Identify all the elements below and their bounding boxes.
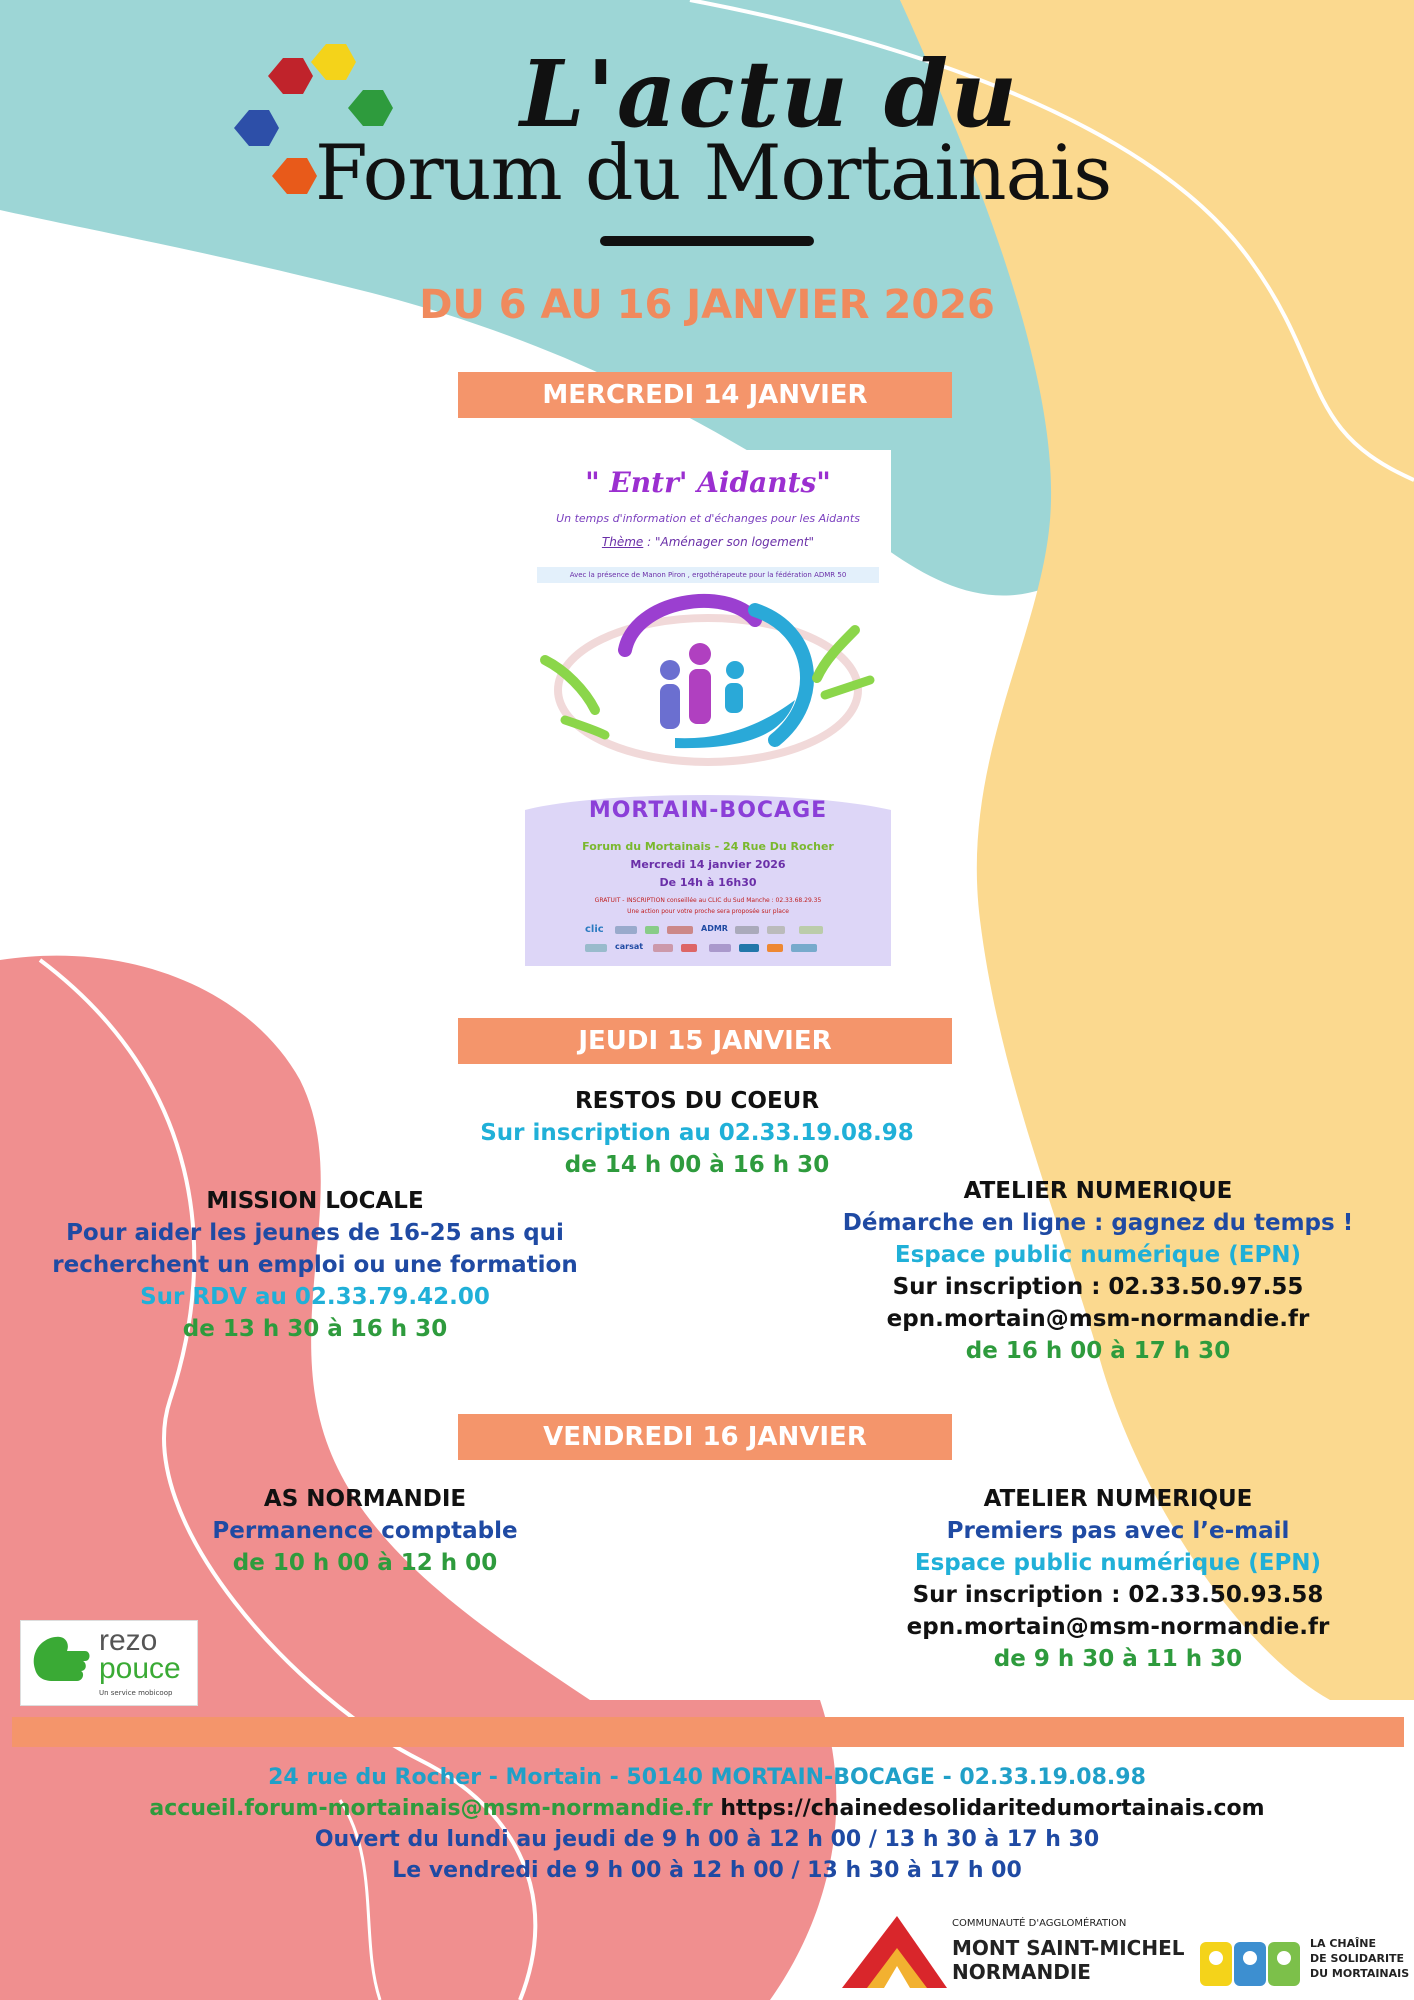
restos-du-coeur-block	[457, 1085, 937, 1181]
atelier-numerique-thursday-block	[838, 1175, 1358, 1367]
partner-logo	[799, 926, 823, 934]
title-divider	[600, 236, 814, 246]
chaine-line-2: DE SOLIDARITE	[1310, 1952, 1405, 1965]
mont-saint-michel-logo	[842, 1908, 1185, 1988]
chaine-line-3: DU MORTAINAIS	[1310, 1967, 1410, 1980]
partner-logo	[739, 944, 759, 952]
entr-aidants-poster	[525, 450, 891, 966]
chaine-solidarite-logo	[1200, 1936, 1410, 1996]
pouce-label: pouce	[99, 1652, 181, 1685]
chaine-line-1: LA CHAÎNE	[1310, 1937, 1376, 1950]
rezo-pouce-icon	[25, 1629, 95, 1695]
poster-place: MORTAIN-BOCAGE	[588, 798, 828, 823]
event-dates: DU 6 AU 16 JANVIER 2026	[419, 282, 995, 328]
atelier1-hours: de 16 h 00 à 17 h 30	[965, 1338, 1231, 1364]
day-header-thursday: JEUDI 15 JANVIER	[458, 1018, 952, 1064]
atelier1-email[interactable]: epn.mortain@msm-normandie.fr	[886, 1306, 1310, 1332]
partner-logo	[735, 926, 759, 934]
atelier-numerique-friday-block	[878, 1483, 1358, 1675]
page-title: Forum du Mortainais	[315, 128, 1112, 217]
footer-contact	[0, 1762, 1414, 1886]
atelier1-title: ATELIER NUMERIQUE	[963, 1178, 1233, 1204]
admr-logo: ADMR	[701, 924, 728, 933]
atelier2-epn: Espace public numérique (EPN)	[914, 1550, 1322, 1576]
mission-appointment: Sur RDV au 02.33.79.42.00	[140, 1284, 490, 1310]
atelier2-email[interactable]: epn.mortain@msm-normandie.fr	[906, 1614, 1330, 1640]
poster-address: Forum du Mortainais - 24 Rue Du Rocher	[582, 840, 834, 853]
poster-note-registration: GRATUIT - INSCRIPTION conseillée au CLIC du Sud Manche : 02.33.68.29.35	[594, 897, 822, 904]
footer-divider	[12, 1717, 1404, 1747]
partner-logo	[615, 926, 637, 934]
poster-hours: De 14h à 16h30	[659, 876, 757, 889]
atelier1-epn: Espace public numérique (EPN)	[894, 1242, 1302, 1268]
footer-hours-weekday: Ouvert du lundi au jeudi de 9 h 00 à 12 h 00 / 13 h 30 à 17 h 30	[314, 1827, 1100, 1852]
rezo-label: rezo	[99, 1624, 158, 1657]
footer-address: 24 rue du Rocher - Mortain - 50140 MORTAIN-BOCAGE - 02.33.19.08.98	[268, 1765, 1146, 1790]
poster-theme-label: Thème	[601, 535, 644, 549]
atelier2-registration: Sur inscription : 02.33.50.93.58	[912, 1582, 1324, 1608]
as-title: AS NORMANDIE	[263, 1486, 467, 1512]
as-hours: de 10 h 00 à 12 h 00	[232, 1550, 498, 1576]
partner-logo	[667, 926, 693, 934]
clic-logo: clic	[585, 924, 604, 935]
day-header-friday: VENDREDI 16 JANVIER	[458, 1414, 952, 1460]
atelier1-description: Démarche en ligne : gagnez du temps !	[842, 1210, 1354, 1236]
restos-hours: de 14 h 00 à 16 h 30	[564, 1152, 830, 1178]
partner-logo	[791, 944, 817, 952]
poster-note-action: Une action pour votre proche sera proposée sur place	[627, 908, 789, 915]
atelier2-description: Premiers pas avec l’e-mail	[946, 1518, 1290, 1544]
partner-logo	[767, 944, 783, 952]
partner-logo	[709, 944, 731, 952]
poster-theme-value: : "Aménager son logement"	[643, 535, 815, 549]
footer-website[interactable]: https://chainedesolidaritedumortainais.com	[712, 1796, 1265, 1821]
msm-line-2: MONT SAINT-MICHEL	[952, 1936, 1185, 1960]
rezo-pouce-logo	[20, 1620, 198, 1706]
poster-theme	[525, 535, 891, 549]
chaine-hands-icon	[1200, 1936, 1304, 1992]
partner-logo	[767, 926, 785, 934]
rezo-subtitle: Un service mobicoop	[99, 1689, 173, 1697]
msm-mountain-icon	[842, 1908, 947, 1988]
title-script: L'actu du	[520, 40, 1020, 148]
poster-date: Mercredi 14 janvier 2026	[630, 858, 786, 871]
mission-description-1: Pour aider les jeunes de 16-25 ans qui	[66, 1220, 564, 1246]
poster-subtitle: Un temps d'information et d'échanges pour les Aidants	[556, 512, 860, 525]
mission-locale-block	[50, 1185, 580, 1345]
partner-logos	[585, 924, 835, 960]
msm-line-3: NORMANDIE	[952, 1960, 1091, 1984]
atelier2-title: ATELIER NUMERIQUE	[983, 1486, 1253, 1512]
family-hands-icon	[525, 590, 891, 790]
partner-logo	[585, 944, 607, 952]
as-normandie-block	[155, 1483, 575, 1579]
chaine-text	[1310, 1936, 1409, 1981]
as-description: Permanence comptable	[212, 1518, 518, 1544]
footer-hours-friday: Le vendredi de 9 h 00 à 12 h 00 / 13 h 30 à 17 h 00	[392, 1858, 1022, 1883]
footer-email[interactable]: accueil.forum-mortainais@msm-normandie.fr	[149, 1796, 713, 1821]
footer-links	[0, 1793, 1414, 1824]
restos-title: RESTOS DU COEUR	[574, 1088, 820, 1114]
poster-title: " Entr' Aidants"	[585, 466, 831, 499]
atelier2-hours: de 9 h 30 à 11 h 30	[993, 1646, 1243, 1672]
atelier1-registration: Sur inscription : 02.33.50.97.55	[892, 1274, 1304, 1300]
day-header-wednesday: MERCREDI 14 JANVIER	[458, 372, 952, 418]
carsat-logo: carsat	[615, 942, 644, 951]
mission-hours: de 13 h 30 à 16 h 30	[182, 1316, 448, 1342]
partner-logo	[653, 944, 673, 952]
mission-title: MISSION LOCALE	[206, 1188, 424, 1214]
restos-registration: Sur inscription au 02.33.19.08.98	[480, 1120, 914, 1146]
msm-line-1: COMMUNAUTÉ D'AGGLOMÉRATION	[952, 1918, 1127, 1929]
partner-logo	[681, 944, 697, 952]
poster-presence: Avec la présence de Manon Piron , ergothérapeute pour la fédération ADMR 50	[537, 567, 879, 583]
mission-description-2: recherchent un emploi ou une formation	[52, 1252, 578, 1278]
partner-logo	[645, 926, 659, 934]
